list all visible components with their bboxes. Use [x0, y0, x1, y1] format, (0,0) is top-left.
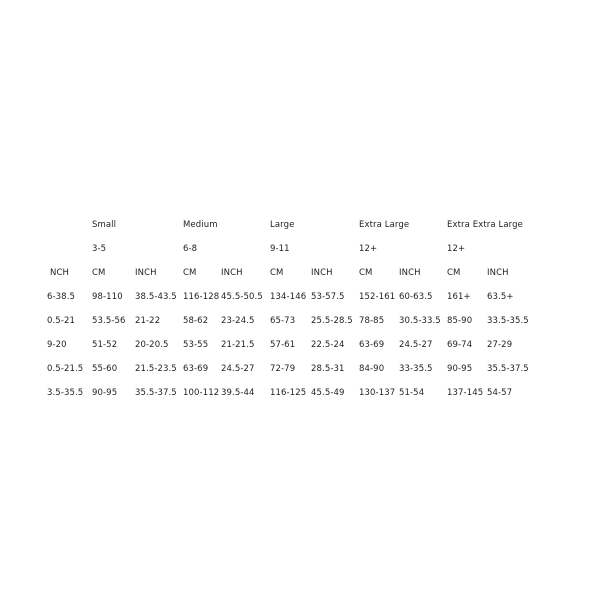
size-name-extra-extra-large: Extra Extra Large: [447, 220, 523, 230]
table-cell: 65-73: [270, 316, 296, 326]
unit-header-cm: CM: [270, 268, 284, 278]
table-cell: 20-20.5: [135, 340, 169, 350]
table-cell: 6-38.5: [47, 292, 76, 302]
table-cell: 35.5-37.5: [487, 364, 529, 374]
table-cell: 54-57: [487, 388, 513, 398]
table-cell: 84-90: [359, 364, 385, 374]
table-cell: 116-125: [270, 388, 307, 398]
table-cell: 30.5-33.5: [399, 316, 441, 326]
table-cell: 45.5-50.5: [221, 292, 263, 302]
table-cell: 55-60: [92, 364, 118, 374]
table-cell: 63-69: [183, 364, 209, 374]
size-name-medium: Medium: [183, 220, 218, 230]
table-cell: 35.5-37.5: [135, 388, 177, 398]
table-cell: 33.5-35.5: [487, 316, 529, 326]
table-cell: 0.5-21: [47, 316, 76, 326]
age-extra-extra-large: 12+: [447, 244, 466, 254]
table-cell: 116-128: [183, 292, 220, 302]
table-cell: 24.5-27: [399, 340, 433, 350]
table-cell: 134-146: [270, 292, 307, 302]
table-cell: 53-57.5: [311, 292, 345, 302]
table-cell: 3.5-35.5: [47, 388, 84, 398]
age-large: 9-11: [270, 244, 290, 254]
table-cell: 51-54: [399, 388, 425, 398]
table-cell: 23-24.5: [221, 316, 255, 326]
table-cell: 85-90: [447, 316, 473, 326]
unit-header-inch: INCH: [311, 268, 333, 278]
table-cell: 38.5-43.5: [135, 292, 177, 302]
table-cell: 24.5-27: [221, 364, 255, 374]
table-cell: 58-62: [183, 316, 209, 326]
unit-header-cm: CM: [359, 268, 373, 278]
unit-header-cm: CM: [92, 268, 106, 278]
table-cell: 98-110: [92, 292, 123, 302]
table-cell: 152-161: [359, 292, 396, 302]
table-cell: 9-20: [47, 340, 67, 350]
table-cell: 39.5-44: [221, 388, 255, 398]
table-cell: 90-95: [92, 388, 118, 398]
table-cell: 28.5-31: [311, 364, 345, 374]
table-cell: 60-63.5: [399, 292, 433, 302]
age-medium: 6-8: [183, 244, 198, 254]
table-cell: 137-145: [447, 388, 484, 398]
unit-header-inch: INCH: [135, 268, 157, 278]
table-cell: 25.5-28.5: [311, 316, 353, 326]
table-cell: 72-79: [270, 364, 296, 374]
unit-header-inch: INCH: [221, 268, 243, 278]
age-extra-large: 12+: [359, 244, 378, 254]
unit-header-inch: INCH: [399, 268, 421, 278]
table-cell: 130-137: [359, 388, 396, 398]
table-cell: 21-21.5: [221, 340, 255, 350]
unit-header-cm: CM: [447, 268, 461, 278]
unit-header-inch-partial: NCH: [50, 268, 69, 278]
table-cell: 45.5-49: [311, 388, 345, 398]
table-cell: 51-52: [92, 340, 118, 350]
table-cell: 21-22: [135, 316, 161, 326]
table-cell: 100-112: [183, 388, 220, 398]
table-cell: 78-85: [359, 316, 385, 326]
table-cell: 90-95: [447, 364, 473, 374]
table-cell: 22.5-24: [311, 340, 345, 350]
table-cell: 53.5-56: [92, 316, 126, 326]
table-cell: 57-61: [270, 340, 296, 350]
table-cell: 53-55: [183, 340, 209, 350]
size-name-large: Large: [270, 220, 295, 230]
table-cell: 63.5+: [487, 292, 514, 302]
unit-header-inch: INCH: [487, 268, 509, 278]
table-cell: 63-69: [359, 340, 385, 350]
table-cell: 0.5-21.5: [47, 364, 84, 374]
size-name-extra-large: Extra Large: [359, 220, 410, 230]
table-cell: 69-74: [447, 340, 473, 350]
table-cell: 27-29: [487, 340, 513, 350]
size-name-small: Small: [92, 220, 117, 230]
table-cell: 161+: [447, 292, 471, 302]
unit-header-cm: CM: [183, 268, 197, 278]
age-small: 3-5: [92, 244, 107, 254]
table-cell: 21.5-23.5: [135, 364, 177, 374]
table-cell: 33-35.5: [399, 364, 433, 374]
